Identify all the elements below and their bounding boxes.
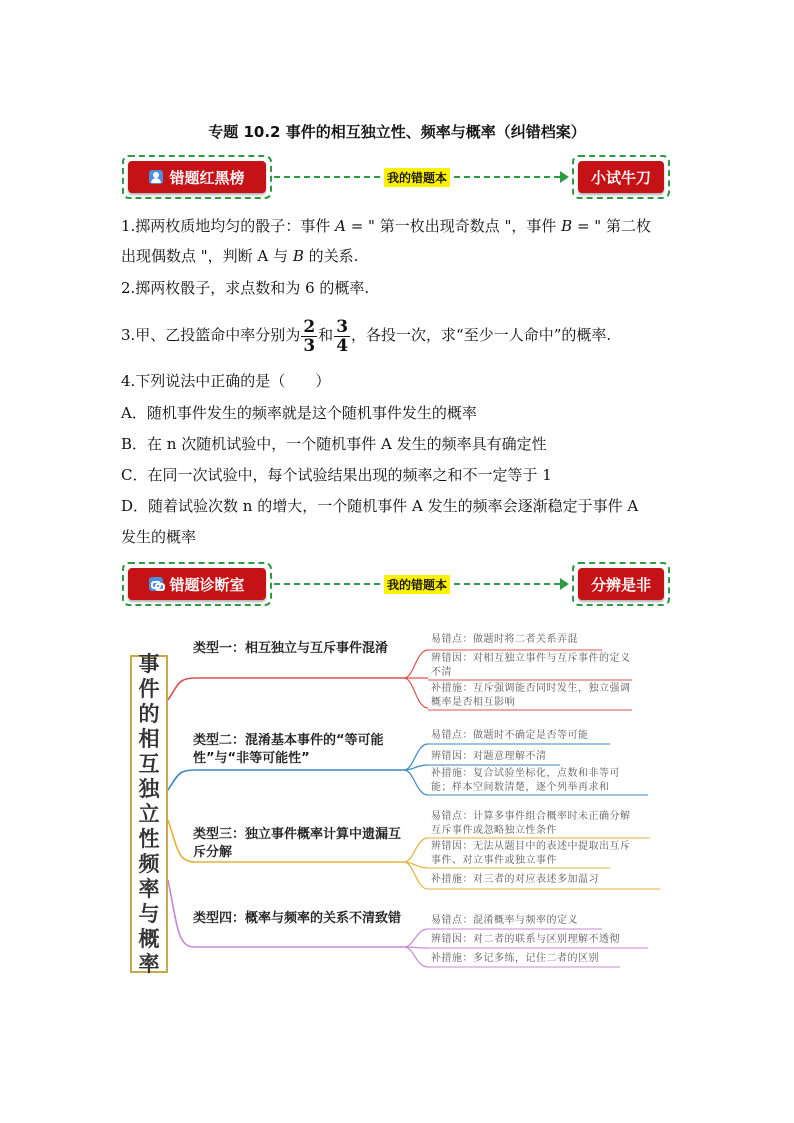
fraction-3-4: $\frac{3}{4}$ xyxy=(336,316,349,356)
type-1-note-fix: 补措施：互斥强调能否同时发生，独立强调概率是否相互影响 xyxy=(431,683,631,708)
problem-4-stem: 4.下列说法中正确的是（ ） xyxy=(121,372,331,390)
branch-1 xyxy=(168,678,404,700)
branch-4-fork xyxy=(404,929,428,967)
branch-3-fork xyxy=(404,838,428,889)
type-1-note-error: 易错点：做题时将二者关系弄混 xyxy=(431,634,578,645)
type-4-note-error: 易错点：混淆概率与频率的定义 xyxy=(431,915,578,926)
problem-4-option-d: D．随着试验次数 n 的增大，一个随机事件 A 发生的频率会逐渐稳定于事件 A xyxy=(121,497,639,515)
banner-left-label: 错题红黑榜 xyxy=(169,168,245,187)
type-1-note-cause: 辨错因：对相互独立事件与互斥事件的定义不清 xyxy=(431,653,631,678)
problem-4-option-a: A．随机事件发生的频率就是这个随机事件发生的概率 xyxy=(121,404,477,422)
type-2-note-fix: 补措施：复合试验坐标化，点数和非等可能；样本空间数清楚，逐个列举再求和 xyxy=(431,768,620,793)
problem-3: 3.甲、乙投篮命中率分别为 $\frac{2}{3}$ 和 $\frac{3}{4}$ ，各投一次，求“至少一人命中”的概率. xyxy=(121,316,612,356)
problem-2: 2.掷两枚骰子，求点数和为 6 的概率. xyxy=(121,279,370,297)
page-title: 专题 10.2 事件的相互独立性、频率与概率（纠错档案） xyxy=(208,123,586,141)
mindmap-type-3: 类型三：独立事件概率计算中遗漏互斥分解 xyxy=(193,827,402,860)
mindmap-type-2: 类型二：混淆基本事件的“等可能性”与“非等可能性” xyxy=(193,733,384,766)
branch-2-fork xyxy=(404,744,428,795)
type-2-note-cause: 辨错因：对题意理解不清 xyxy=(431,751,547,762)
type-3-note-error: 易错点：计算多事件组合概率时未正确分解互斥事件或忽略独立性条件 xyxy=(431,811,631,836)
branch-2 xyxy=(168,770,404,790)
type-4-note-fix: 补措施：多记多练，记住二者的区别 xyxy=(431,953,599,964)
problem-4-option-d-cont: 发生的概率 xyxy=(121,528,197,546)
type-4-note-cause: 辨错因：对二者的联系与区别理解不透彻 xyxy=(431,934,620,945)
mindmap-root: 事 件 的 相 互 独 立 性 频 率 与 概 率 xyxy=(130,655,168,973)
banner-right-label: 分辨是非 xyxy=(578,568,664,600)
type-3-note-fix: 补措施：对三者的对应表述多加温习 xyxy=(431,874,599,885)
mindmap-type-1: 类型一：相互独立与互斥事件混淆 xyxy=(193,641,389,656)
branch-1-fork xyxy=(404,650,428,708)
mindmap-type-4: 类型四：概率与频率的关系不清致错 xyxy=(193,911,402,926)
problem-1-line-2: 出现偶数点 "，判断 A 与 B 的关系. xyxy=(121,247,359,265)
banner-middle-label: 我的错题本 xyxy=(384,168,450,187)
problem-4-option-c: C．在同一次试验中，每个试验结果出现的频率之和不一定等于 1 xyxy=(121,466,552,484)
fraction-2-3: $\frac{2}{3}$ xyxy=(303,316,316,356)
type-2-note-error: 易错点：做题时不确定是否等可能 xyxy=(431,730,589,741)
banner-left-label: 错题诊断室 xyxy=(169,575,245,594)
problem-1-line-1: 1.掷两枚质地均匀的骰子：事件 A = " 第一枚出现奇数点 "，事件 B = " 第二枚 xyxy=(121,217,651,235)
type-3-note-cause: 辨错因：无法从题目中的表述中提取出互斥事件、对立事件或独立事件 xyxy=(431,841,631,866)
banner-right-label: 小试牛刀 xyxy=(578,161,664,193)
problem-4-option-b: B．在 n 次随机试验中，一个随机事件 A 发生的频率具有确定性 xyxy=(121,435,547,453)
banner-middle-label: 我的错题本 xyxy=(384,575,450,594)
